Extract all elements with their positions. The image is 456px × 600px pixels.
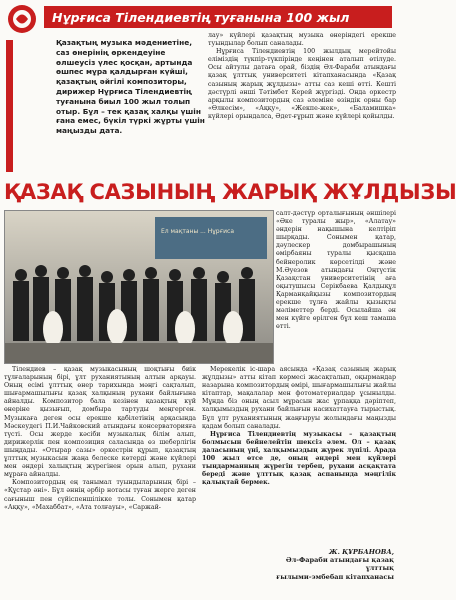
author-org: Әл-Фараби атындағы қазақ (285, 556, 394, 565)
author-name: Ж. ҚҰРБАНОВА, (328, 548, 394, 556)
paragraph: салт-дәстүр орталығының әншілері «Әке туралы жыр», «Алатау» әндерін нақышына келтіріп шырқады. Сонымен қатар, дәулескер домбырашының өмірбаяны туралы қысқаша бейнеролик көрсетілді және М.Әуезов атындағы Оңтүстік Қазақстан университетінің аға оқытушысы Серікбаева Қалдықұл Қарманқайқызы композитордың ерекше тұлға жайлы қызықты мәліметтер берді. Осылайша ән мен күйге өрілген бұл кеш тамаша өтті. (276, 210, 396, 331)
right-column-top (208, 32, 396, 174)
group-photo-illustration (5, 211, 273, 363)
banner-title: Нұрғиса Тілендиевтің туғанына 100 жыл (52, 9, 350, 25)
right-column-middle (276, 210, 396, 364)
paragraph: лау» күйлері қазақтың музыка өнеріндегі ерекше туындылар болып саналады. (208, 32, 396, 48)
article-headline: ҚАЗАҚ САЗЫНЫҢ ЖАРЫҚ ЖҰЛДЫЗЫ (4, 180, 456, 204)
paragraph: Мерекелік іс-шара аясында «Қазақ сазының жарық жұлдызы» атты кітап көрмесі жасақталып, оқырмандар назарына композитордың өмірі, шығармашылығы жайлы кітаптар, мақалалар мен фотоматериалдар ұсынылды. Мұнда біз оның асыл мұрасын жас ұрпаққа дәріптеп, халқымыздың рухани байлығын насихаттауға тырыстық. Бұл ұлт руханиятының жаңғыруы жолындағы маңызды қадам болып саналады. (202, 366, 396, 430)
paragraph: Тілендиев – қазақ музыкасының шоқтығы биік тұлғаларының бірі, ұлт руханиятының алтын арқауы. Оның есімі ұлттық өнер тарихында мәңгі сақталып, шығармашылығы қазақ халқының рухани байлығына айналды. Композитор бала кезінен қазақтың күй өнеріне қызығып, домбыра тартуды меңгерген. Музыкаға деген осы ерекше қабілетінің арқасында Мәскеудегі П.И.Чайковский атындағы консерваторияға түсті. Осы жерде кәсіби музыкалық білім алып, дирижерлік пен композиция саласында өз шеберлігін шыңдады. «Отырар сазы» оркестрін құрып, қазақтың ұлттық музыкасын жаңа белеске көтерді және күйлері мен әндері халықтың жүрегінен орын алып, рухани мұраға айналды. (4, 366, 196, 479)
lead-accent-bar (6, 40, 13, 172)
paragraph: Композитордың ең танымал туындыларының бірі – «Құстар әні». Бұл әннің әрбір нотасы туған жерге деген сағыныш пен сүйіспеншілікке толы. Сонымен қатар «Аққу», «Махаббат», «Ата толғауы», «Саржай- (4, 479, 196, 511)
paragraph: Нұрғиса Тілендиевтің 100 жылдық мерейтойы еліміздің түкпір-түкпірінде кеңінен аталып өтілуде. Осы айтулы датаға орай, біздің Әл-Фараби атындағы қазақ ұлттық университеті кітапханасында «Қазақ сазының жарық жұлдызы» атты саз кеші өтті. Кешті дәстүрлі әнші Тәтімбет Керей жүргізді. Онда оркестр арқылы композитордың саз әлеміне өзіндік орны бар «Өлкесім», «Аққу», «Жекпе-жек», «Баламишка» күйлері орындалса, Әдет-ғұрып және күйлері қойылды. (208, 48, 396, 120)
section-banner (44, 6, 392, 28)
photo-banner-text: Ел мақтаны ... Нұрғиса (161, 228, 235, 235)
left-column-bottom (4, 366, 196, 598)
author-org: ұлттық (365, 564, 394, 573)
lead-paragraph: Қазақтың музыка мәдениетіне, саз өнерінің өркендеуіне өлшеусіз үлес қосқан, артында өшпес мұра қалдырған күйші, қазақтың әйгілі композиторы, дирижер Нұрғиса Тілендиевтің туғанына биыл 100 жыл толып отыр. Бұл – тек қазақ халқы үшін ғана емес, бүкіл түркі жұрты үшін маңызды дата. (56, 38, 205, 136)
anniversary-emblem (4, 3, 40, 35)
author-org: ғылыми-эмбебап кітапханасы (276, 572, 394, 581)
author-signature (260, 548, 394, 598)
paragraph: Нұрғиса Тілендиевтің музыкасы – қазақтың болмысын бейнелейтін шексіз әлем. Ол – қазақ даласының үні, халқымыздың жүрек лүпілі. Арада 100 жыл өтсе де, оның әндері мен күйлері тыңдарманның жүрегін тербеп, рухани асқақтата береді және ұлттық қазақ аспанында мәңгілік қалықтай бермек. (202, 430, 396, 487)
event-photo (4, 210, 274, 364)
right-column-bottom (202, 366, 396, 546)
